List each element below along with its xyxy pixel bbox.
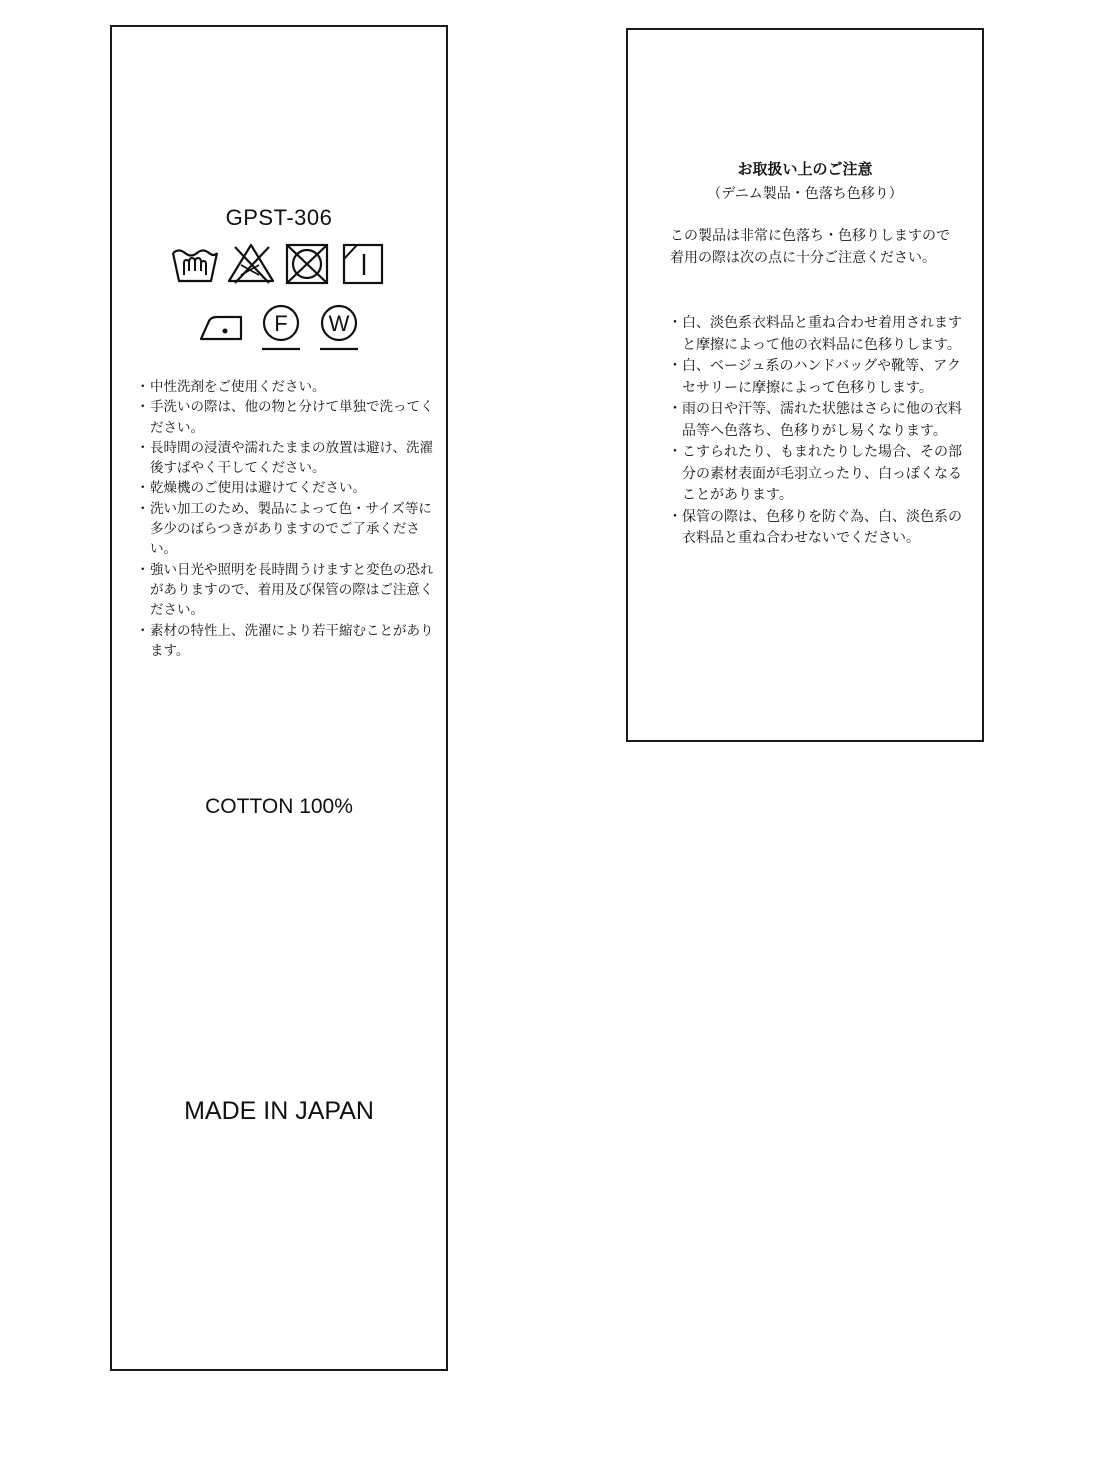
caution-subtitle: （デニム製品・色落ち色移り）	[707, 186, 903, 202]
fold-mark	[446, 1273, 448, 1279]
list-item: ・ こすられたり、もまれたりした場合、その部分の素材表面が毛羽立ったり、白っぽくなることがあります。	[668, 442, 968, 507]
care-symbols-row	[112, 241, 446, 287]
wet-clean-w-icon	[315, 303, 363, 353]
list-item: ・ 雨の日や汗等、濡れた状態はさらに他の衣料品等へ色落ち、色移りがし易くなります。	[668, 399, 968, 442]
list-item: ・ 素材の特性上、洗濯により若干縮むことがあります。	[136, 621, 436, 662]
fold-mark	[110, 695, 112, 701]
list-item: ・ 白、淡色系衣料品と重ね合わせ着用されますと摩擦によって他の衣料品に色移りします。	[668, 313, 968, 356]
fold-mark	[446, 695, 448, 701]
dry-clean-f-icon	[257, 303, 305, 353]
fold-mark	[626, 128, 628, 134]
list-item: ・ 保管の際は、色移りを防ぐ為、白、淡色系の衣料品と重ね合わせないでください。	[668, 507, 968, 550]
caution-label	[626, 28, 984, 742]
fold-mark	[446, 121, 448, 127]
iron-low-icon	[195, 303, 247, 347]
list-item: ・ 洗い加工のため、製品によって色・サイズ等に多少のばらつきがありますのでご了承ください。	[136, 499, 436, 560]
caution-title: お取扱い上のご注意	[737, 160, 873, 178]
line-dry-icon	[337, 241, 389, 287]
caution-intro: この製品は非常に色落ち・色移りしますので着用の際は次の点に十分ご注意ください。	[670, 228, 950, 266]
fold-mark	[110, 121, 112, 127]
caution-notes-list	[668, 313, 968, 550]
care-notes-list	[136, 377, 436, 661]
care-label	[110, 25, 448, 1371]
fold-mark	[982, 128, 984, 134]
fold-mark	[110, 1273, 112, 1279]
list-item: ・ 中性洗剤をご使用ください。	[136, 377, 436, 397]
list-item: ・ 白、ベージュ系のハンドバッグや靴等、アクセサリーに摩擦によって色移りします。	[668, 356, 968, 399]
list-item: ・ 乾燥機のご使用は避けてください。	[136, 478, 436, 498]
no-bleach-icon	[225, 241, 277, 287]
list-item: ・ 手洗いの際は、他の物と分けて単独で洗ってください。	[136, 397, 436, 438]
country-of-origin: MADE IN JAPAN	[184, 1097, 374, 1125]
care-symbols-row-2	[112, 303, 446, 353]
list-item: ・ 強い日光や照明を長時間うけますと変色の恐れがありますので、着用及び保管の際はご注意ください。	[136, 560, 436, 621]
product-code: GPST-306	[225, 205, 333, 230]
svg-text:W: W	[328, 311, 350, 336]
svg-text:F: F	[274, 311, 288, 336]
fiber-composition: COTTON 100%	[205, 795, 353, 818]
list-item: ・ 長時間の浸漬や濡れたままの放置は避け、洗濯後すばやく干してください。	[136, 438, 436, 479]
hand-wash-icon	[169, 241, 221, 287]
no-tumble-dry-icon	[281, 241, 333, 287]
